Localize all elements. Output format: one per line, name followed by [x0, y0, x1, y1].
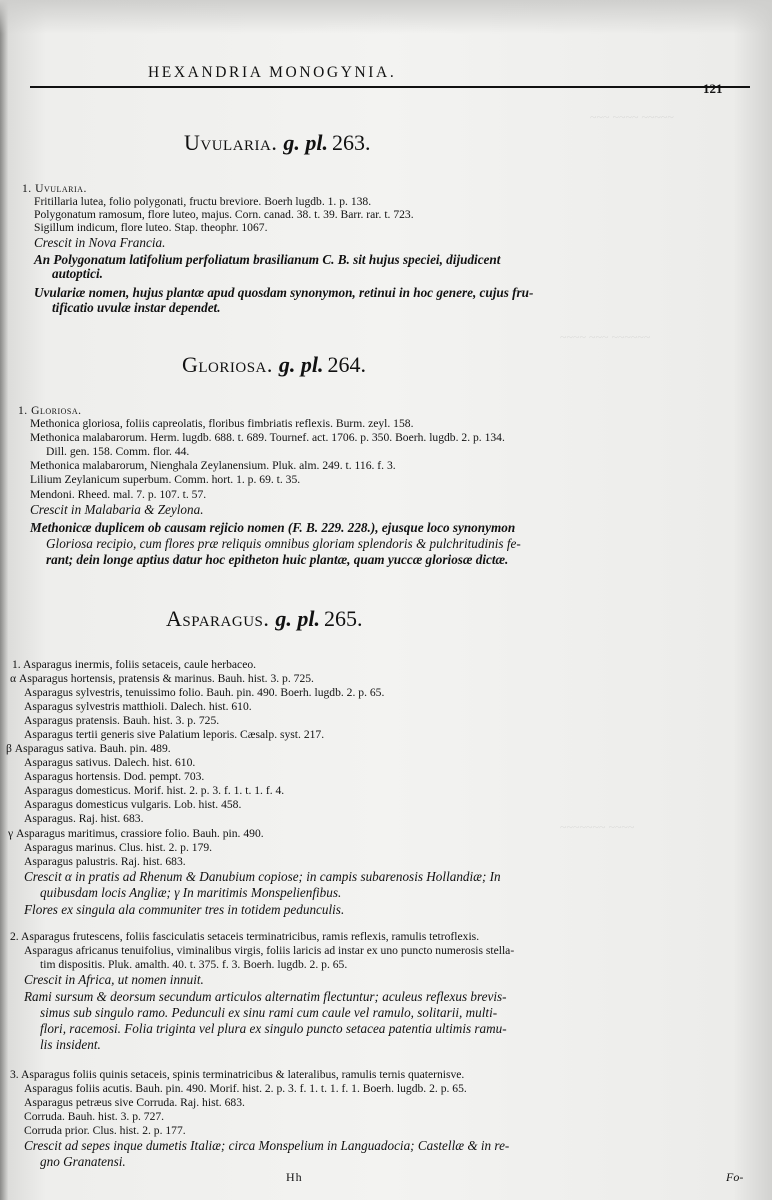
genus-number: 263. [332, 130, 371, 155]
species-heading: 1. Asparagus inermis, foliis setaceis, caule herbaceo. [12, 658, 257, 671]
synonym-line: Asparagus sylvestris, tenuissimo folio. Bauh. pin. 490. Boerh. lugdb. 2. p. 65. [24, 686, 385, 699]
genus-ref: g. pl. [275, 606, 320, 631]
synonym-line: γ Asparagus maritimus, crassiore folio. Bauh. pin. 490. [8, 827, 264, 840]
synonym-line: Asparagus petræus sive Corruda. Raj. hist. 683. [24, 1096, 245, 1109]
note-line: lis insident. [40, 1037, 101, 1052]
synonym-line: Sigillum indicum, flore luteo. Stap. theophr. 1067. [34, 221, 268, 234]
page-spine-shadow [0, 0, 8, 1200]
synonym-line: Asparagus domesticus. Morif. hist. 2. p. 3. f. 1. t. 1. f. 4. [24, 784, 285, 797]
genus-name: Uvularia. [184, 130, 278, 155]
signature-mark: Hh [286, 1170, 303, 1184]
habitat-line: Crescit in Nova Francia. [34, 235, 166, 250]
synonym-line: Methonica gloriosa, foliis capreolatis, floribus fimbriatis reflexis. Burm. zeyl. 158. [30, 417, 414, 430]
synonym-line: Asparagus pratensis. Bauh. hist. 3. p. 725. [24, 714, 220, 727]
synonym-line: Corruda prior. Clus. hist. 2. p. 177. [24, 1124, 186, 1137]
synonym-line: Fritillaria lutea, folio polygonati, fructu breviore. Boerh lugdb. 1. p. 138. [34, 195, 372, 208]
synonym-line: Methonica malabarorum, Nienghala Zeylanensium. Pluk. alm. 249. t. 116. f. 3. [30, 459, 396, 472]
synonym-line: Asparagus africanus tenuifolius, viminalibus virgis, foliis laricis ad instar ex uno puncto numerosis stella- [24, 944, 515, 957]
note-line: tificatio uvulæ instar dependet. [52, 300, 221, 315]
species-heading: 1. Uvularia. [22, 182, 87, 195]
habitat-line: gno Granatensi. [40, 1154, 126, 1169]
note-line: Methonicæ duplicem ob causam rejicio nomen (F. B. 229. 228.), ejusque loco synonymon [30, 520, 516, 535]
synonym-line: Asparagus domesticus vulgaris. Lob. hist. 458. [24, 798, 242, 811]
synonym-line: Lilium Zeylanicum superbum. Comm. hort. 1. p. 69. t. 35. [30, 473, 301, 486]
habitat-line: Crescit ad sepes inque dumetis Italiæ; circa Monspelium in Languadocia; Castellæ & in re- [24, 1138, 510, 1153]
running-head: HEXANDRIA MONOGYNIA. [148, 64, 397, 81]
synonym-line: α Asparagus hortensis, pratensis & marinus. Bauh. hist. 3. p. 725. [10, 672, 314, 685]
synonym-line: Dill. gen. 158. Comm. flor. 44. [46, 445, 190, 458]
show-through-text: ~~~~~~~ ~~~~ [560, 820, 635, 834]
note-line: rant; dein longe aptius datur hoc epitheton huic plantæ, quam yuccæ gloriosæ dictæ. [46, 552, 509, 567]
synonym-line: Polygonatum ramosum, flore luteo, majus. Corn. canad. 38. t. 39. Barr. rar. t. 723. [34, 208, 414, 221]
note-line: autoptici. [52, 266, 103, 281]
synonym-line: Asparagus sylvestris matthioli. Dalech. hist. 610. [24, 700, 252, 713]
habitat-line: Crescit α in pratis ad Rhenum & Danubium copiose; in campis subarenosis Hollandiæ; In [24, 869, 501, 884]
show-through-text: ~~~~ ~~~ ~~~~~~ [560, 330, 651, 344]
genus-number: 264. [327, 352, 367, 377]
note-line: simus sub singulo ramo. Pedunculi ex sinu rami cum caule vel ramulo, solitarii, multi- [40, 1005, 498, 1020]
page-top-shadow [0, 0, 772, 34]
species-heading: 3. Asparagus foliis quinis setaceis, spinis terminatricibus & lateralibus, ramulis ternis quaternisve. [10, 1068, 465, 1081]
synonym-line: Corruda. Bauh. hist. 3. p. 727. [24, 1110, 165, 1123]
genus-name: Asparagus. [166, 606, 270, 631]
genus-ref: g. pl. [278, 352, 324, 377]
synonym-line: Asparagus hortensis. Dod. pempt. 703. [24, 770, 205, 783]
show-through-text: ~~~ ~~~~ ~~~~~ [590, 110, 674, 124]
note-line: Gloriosa recipio, cum flores præ reliquis omnibus gloriam splendoris & pulchritudinis fe- [46, 536, 521, 551]
synonym-line: Mendoni. Rheed. mal. 7. p. 107. t. 57. [30, 488, 207, 501]
note-line: flori, racemosi. Folia triginta vel plura ex singulo puncto setacea patentia ultimis ramu- [40, 1021, 507, 1036]
synonym-line: Asparagus palustris. Raj. hist. 683. [24, 855, 186, 868]
synonym-line: Asparagus. Raj. hist. 683. [24, 812, 144, 825]
genus-heading-uvularia [184, 130, 371, 156]
synonym-line: tim dispositis. Pluk. amalth. 40. t. 375. f. 3. Boerh. lugdb. 2. p. 65. [40, 958, 348, 971]
header-rule [30, 86, 750, 88]
genus-ref: g. pl. [283, 130, 329, 155]
genus-heading-gloriosa [182, 352, 366, 378]
genus-name: Gloriosa. [182, 352, 273, 377]
synonym-line: Asparagus marinus. Clus. hist. 2. p. 179. [24, 841, 213, 854]
synonym-line: Asparagus tertii generis sive Palatium leporis. Cæsalp. syst. 217. [24, 728, 325, 741]
note-line: Flores ex singula ala communiter tres in totidem pedunculis. [24, 902, 345, 917]
synonym-line: Methonica malabarorum. Herm. lugdb. 688. t. 689. Tournef. act. 1706. p. 350. Boerh. lugdb. 2. p. 134. [30, 431, 505, 444]
species-heading: 1. Gloriosa. [18, 404, 82, 417]
habitat-line: Crescit in Africa, ut nomen innuit. [24, 972, 204, 987]
habitat-line: Crescit in Malabaria & Zeylona. [30, 502, 204, 517]
catchword: Fo- [726, 1170, 744, 1184]
genus-number: 265. [324, 606, 363, 631]
genus-heading-asparagus [166, 606, 363, 632]
page-number: 121 [703, 81, 723, 96]
synonym-line: β Asparagus sativa. Bauh. pin. 489. [6, 742, 171, 755]
note-line: Uvulariæ nomen, hujus plantæ apud quosdam synonymon, retinui in hoc genere, cujus fru- [34, 285, 534, 300]
synonym-line: Asparagus sativus. Dalech. hist. 610. [24, 756, 196, 769]
note-line: An Polygonatum latifolium perfoliatum brasilianum C. B. sit hujus speciei, dijudicent [34, 252, 501, 267]
species-heading: 2. Asparagus frutescens, foliis fasciculatis setaceis terminatricibus, ramis reflexis, ramulis tetroflexis. [10, 930, 480, 943]
synonym-line: Asparagus foliis acutis. Bauh. pin. 490. Morif. hist. 2. p. 3. f. 1. t. 1. f. 1. Boerh. lugdb. 2. p. 65. [24, 1082, 467, 1095]
habitat-line: quibusdam locis Angliæ; γ In maritimis Monspelienfibus. [40, 885, 342, 900]
note-line: Rami sursum & deorsum secundum articulos alternatim flectuntur; aculeus reflexus brevis- [24, 989, 507, 1004]
